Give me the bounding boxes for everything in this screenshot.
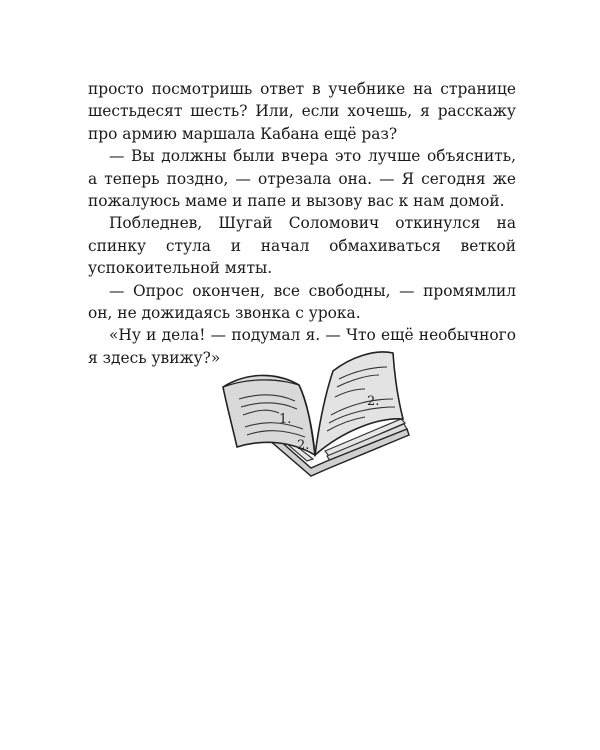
paragraph-narrator-thought: «Ну и дела! — подумал я. — Что ещё необычного я здесь увижу?»: [88, 326, 516, 367]
paragraph-continuation: просто посмотришь ответ в учебнике на странице шестьдесят шесть? Или, если хочешь, я расскажу про армию маршала Кабана ещё раз?: [88, 80, 516, 143]
body-text: [88, 78, 516, 369]
paragraph-dialogue-girl: — Вы должны были вчера это лучше объяснить, а теперь поздно, — отрезала она. — Я сегодня же пожалуюсь маме и папе и вызову вас к нам домой.: [88, 147, 516, 211]
page-number-left-bottom: 2.: [297, 438, 310, 453]
open-book-icon: [215, 343, 410, 478]
page-number-right-top: 2.: [367, 394, 380, 409]
page-number-left-top: 1.: [279, 412, 292, 427]
paragraph-teacher-reaction: Побледнев, Шугай Соломович откинулся на спинку стула и начал обмахиваться веткой успокоительной мяты.: [88, 214, 516, 278]
paragraph-teacher-reply: — Опрос окончен, все свободны, — промямлил он, не дожидаясь звонка с урока.: [88, 281, 516, 323]
